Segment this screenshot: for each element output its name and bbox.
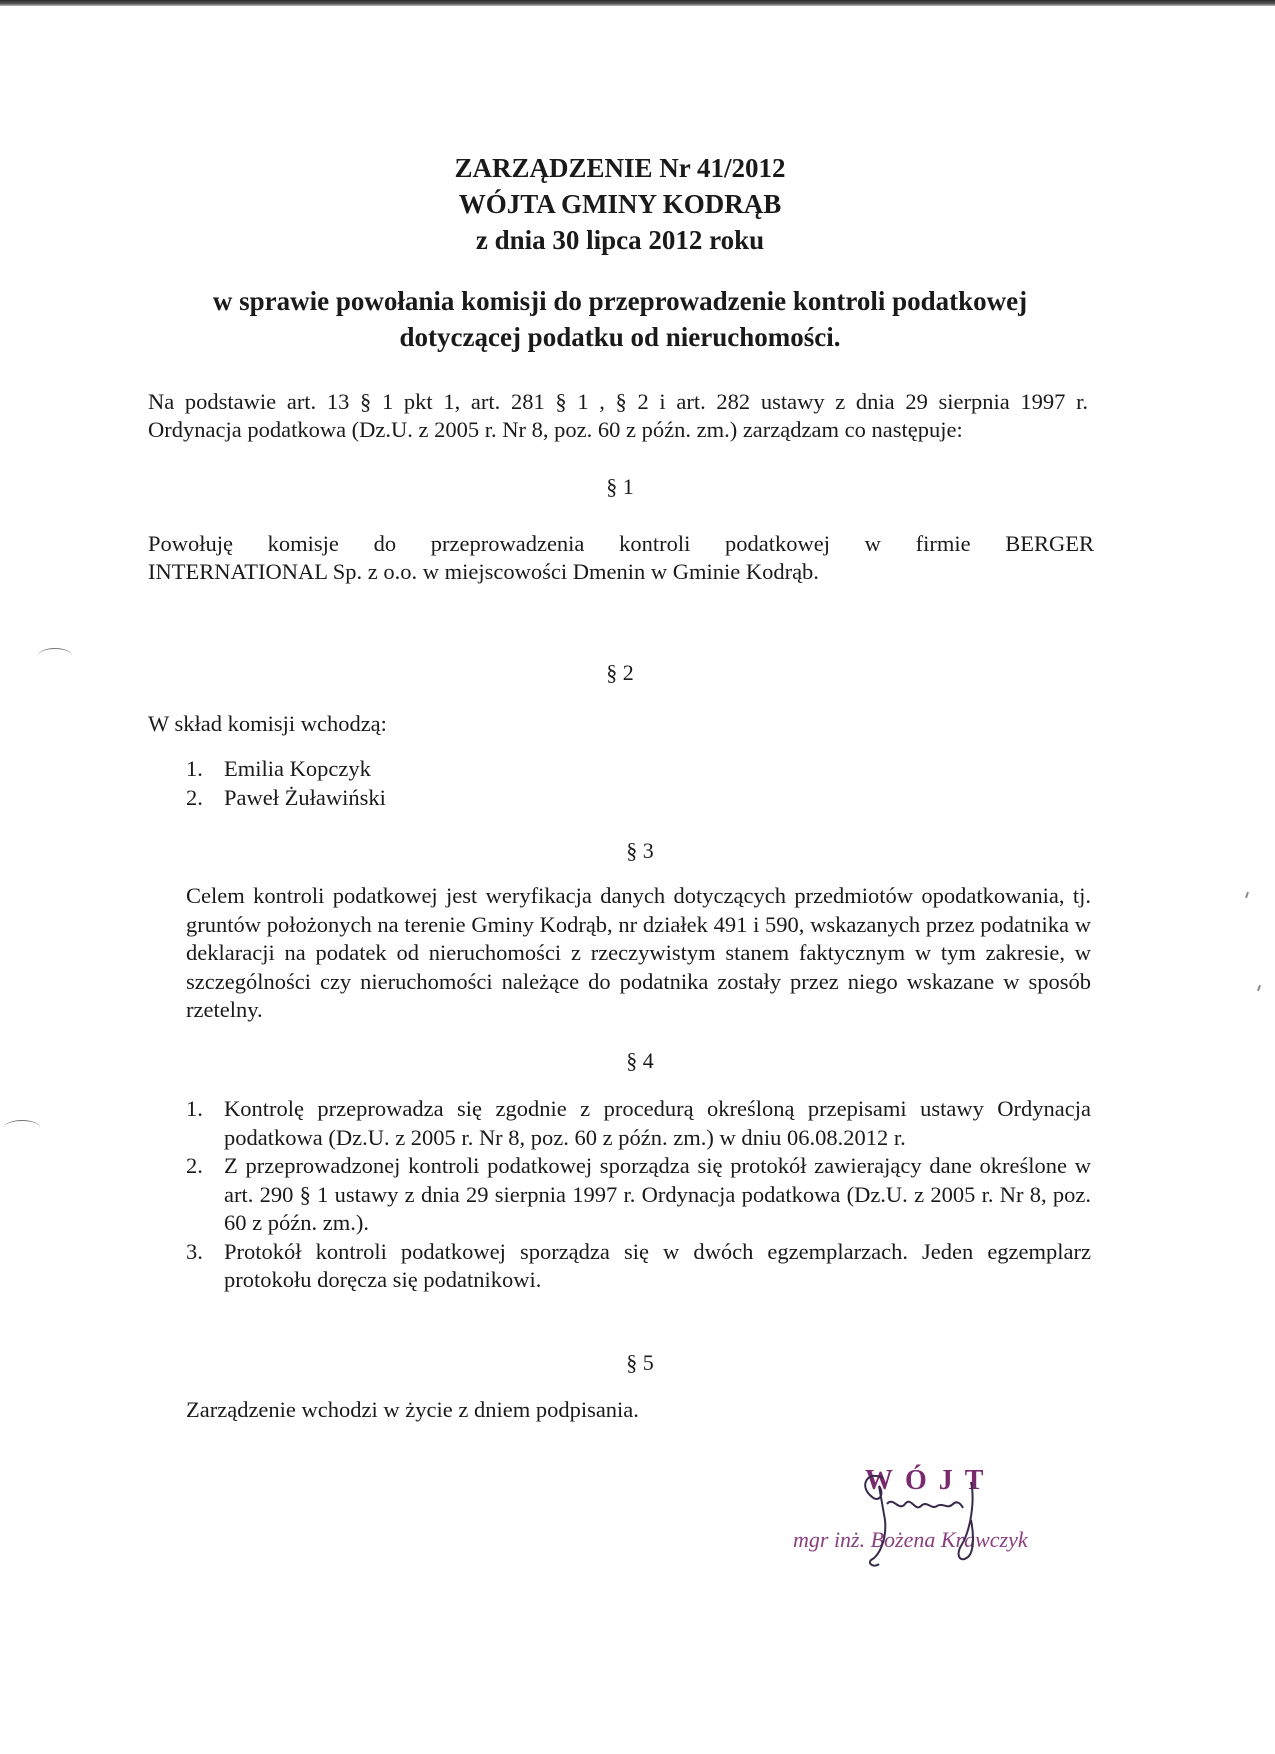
list-number: 3. <box>186 1238 203 1264</box>
list-item-text: Z przeprowadzonej kontroli podatkowej sporządza się protokół zawierający dane określone w art. 290 § 1 ustawy z dnia 29 sierpnia 1997 r. Ordynacja podatkowa (Dz.U. z 2005 r. Nr 8, poz. 60 z późn. zm.). <box>224 1153 1091 1235</box>
section-2-mark: § 2 <box>606 660 634 685</box>
scan-artifact <box>38 648 72 663</box>
list-item-text: Protokół kontroli podatkowej sporządza się w dwóch egzemplarzach. Jeden egzemplarz protokołu doręcza się podatnikowi. <box>224 1238 1091 1292</box>
committee-member-name: Paweł Żuławiński <box>224 784 386 810</box>
list-number: 1. <box>186 756 203 781</box>
preamble-line: Ordynacja podatkowa (Dz.U. z 2005 r. Nr 8, poz. 60 z późn. zm.) zarządzam co następuje: <box>148 417 963 442</box>
official-stamp-signature <box>775 1460 1075 1590</box>
scan-artifact <box>1245 892 1249 898</box>
subject-line: dotyczącej podatku od nieruchomości. <box>399 322 841 352</box>
section-1-line: INTERNATIONAL Sp. z o.o. w miejscowości Dmenin w Gminie Kodrąb. <box>148 559 819 584</box>
section-1-mark: § 1 <box>606 474 634 499</box>
list-number: 2. <box>186 1153 203 1178</box>
list-number: 2. <box>186 784 203 810</box>
section-4-list <box>186 1095 1091 1295</box>
list-item <box>186 1095 1091 1152</box>
section-5-mark: § 5 <box>626 1350 654 1375</box>
section-1-line: Powołuję komisje do przeprowadzenia kontroli podatkowej w firmie BERGER <box>148 531 1094 556</box>
section-3-text: Celem kontroli podatkowej jest weryfikacja danych dotyczących przedmiotów opodatkowania, tj. gruntów położonych na terenie Gminy Kodrąb, nr działek 491 i 590, wskazanych przez podatnika w deklaracji na podatek od nieruchomości z rzeczywistym stanem faktycznym w tym zakresie, w szczególności czy nieruchomości należące do podatnika zostały przez niego wskazane w sposób rzetelny. <box>186 883 1091 1022</box>
stamp-official-name: mgr inż. Bożena Krawczyk <box>793 1527 1028 1552</box>
list-item-text: Kontrolę przeprowadza się zgodnie z procedurą określoną przepisami ustawy Ordynacja podatkowa (Dz.U. z 2005 r. Nr 8, poz. 60 z późn. zm.) w dniu 06.08.2012 r. <box>224 1096 1091 1150</box>
section-2-intro: W skład komisji wchodzą: <box>148 711 387 736</box>
subject-line: w sprawie powołania komisji do przeprowadzenie kontroli podatkowej <box>212 286 1028 316</box>
scan-artifact <box>1257 985 1261 991</box>
list-number: 1. <box>186 1096 203 1121</box>
list-item <box>186 755 686 784</box>
scan-top-border <box>0 0 1275 6</box>
section-5-text: Zarządzenie wchodzi w życie z dniem podpisania. <box>186 1397 639 1422</box>
section-3-mark: § 3 <box>626 838 654 863</box>
list-item <box>186 784 686 813</box>
section-4-mark: § 4 <box>626 1048 654 1073</box>
document-date: z dnia 30 lipca 2012 roku <box>475 225 765 255</box>
issuing-authority: WÓJTA GMINY KODRĄB <box>458 189 782 219</box>
list-item <box>186 1238 1091 1295</box>
committee-member-name: Emilia Kopczyk <box>224 756 371 781</box>
document-title: ZARZĄDZENIE Nr 41/2012 <box>454 153 786 183</box>
stamp-title: WÓJT <box>865 1465 996 1496</box>
committee-member-list <box>186 755 686 812</box>
scan-artifact <box>4 1120 40 1135</box>
handwritten-signature <box>775 1460 1075 1590</box>
preamble-line: Na podstawie art. 13 § 1 pkt 1, art. 281 § 1 , § 2 i art. 282 ustawy z dnia 29 sierpnia 1997 r. <box>148 389 1088 414</box>
document-header <box>0 150 1240 258</box>
document-subject <box>0 283 1240 355</box>
list-item <box>186 1152 1091 1238</box>
